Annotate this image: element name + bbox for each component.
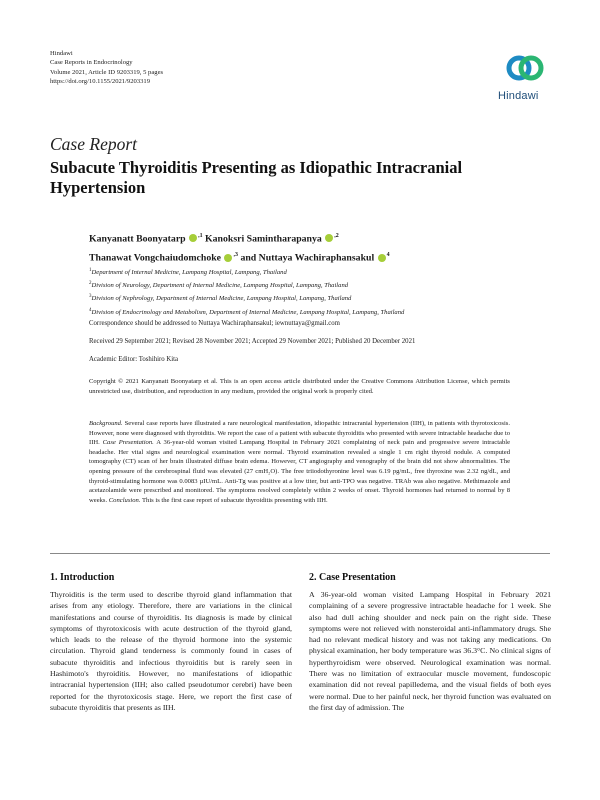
author-affiliation-sup: 4 [386, 252, 390, 259]
introduction-heading: 1. Introduction [50, 572, 115, 583]
affiliation-item: $^2$Division of Neurology, Department of Internal Medicine, Lampang Hospital, Lampang, Thailand [89, 281, 349, 290]
publisher-name: Hindawi [50, 50, 73, 57]
abstract-case-label: Case Presentation. [102, 439, 154, 447]
abstract-case-text: A 36-year-old woman visited Lampang Hospital in February 2021 complaining of neck pain and progressive severe intractable headache. Her vital signs and neurological examination were normal. Thyroid examination revealed a single 1 cm right thyroid nodule. A computed tomography (CT) scan of her brain illustrated diffuse brain edema. However, CT angiography and venography of the brain did not show abnormalities. The opening pressure of the cerebrospinal fluid was elevated (27 cmH₂O). The free triiodothyronine level was 6.19 pg/mL, free thyroxine was 2.32 ng/dL, and thyroid-stimulating hormone was 0.0083 µIU/mL. Anti-Tg was positive at a low titer, but anti-TPO was negative. TRAb was also negative. Methimazole and acetazolamide were prescribed and monitored. The symptoms resolved completely within 2 weeks of onset. Thyroid hormones had returned to normal by 8 weeks. [89, 439, 511, 504]
volume-info: Volume 2021, Article ID 9203319, 5 pages [50, 68, 164, 76]
orcid-icon[interactable] [189, 234, 197, 242]
author-affiliation-sup: 3 [234, 252, 238, 259]
journal-name: Case Reports in Endocrinology [50, 59, 133, 67]
abstract-background-label: Background. [89, 420, 123, 427]
author-list [89, 228, 549, 267]
orcid-icon[interactable] [224, 254, 232, 262]
author-affiliation-sup: 2 [335, 233, 339, 239]
abstract-conclusion-label: Conclusion. [108, 496, 141, 504]
abstract-conclusion-text: This is the first case report of subacute thyroiditis presenting with IIH. [140, 496, 328, 504]
author-name[interactable]: and Nuttaya Wachiraphansakul [240, 252, 375, 264]
orcid-icon[interactable] [378, 254, 386, 262]
hindawi-logo-text: Hindawi [498, 90, 539, 102]
doi-link[interactable]: https://doi.org/10.1155/2021/9203319 [50, 78, 151, 86]
author-line-2: Thanawat Vongchaiudomchoke $^{,3}$ and Nuttaya Wachiraphansakul $^4$ [89, 252, 390, 264]
affiliations [89, 265, 559, 318]
case-presentation-text: A 36-year-old woman visited Lampang Hospital in February 2021 complaining of a severe progressive intractable headache for 1 week. She also had dull aching shoulder and neck pain on the right side. These symptoms were not relieved with nonsteroidal anti-inflammatory drugs. She had no relevant medical history and was not taking any medications. On physical examination, her body temperature was 36.3°C. No clinical signs of hyperthyroidism were observed. Neurological examination was normal. There was no limitation of extraocular muscle movement, fundoscopic examination did not reveal papilledema, and the visual fields of both eyes were normal. Due to her painful neck, her thyroid function was evaluated on the first day of admission. The [309, 590, 551, 712]
affiliation-item: $^4$Division of Endocrinology and Metabolism, Department of Internal Medicine, Lampang Hospital, Lampang, Thailand [89, 307, 405, 316]
case-presentation-heading: 2. Case Presentation [309, 572, 396, 583]
article-type: Case Report [50, 134, 138, 154]
academic-editor: Academic Editor: Toshihiro Kita [89, 356, 179, 363]
introduction-text: Thyroiditis is the term used to describe thyroid gland inflammation that arises from any etiology. Therefore, there are variations in the clinical manifestations and course of thyroiditis. Its diagnosis is made by clinical symptoms of thyrotoxicosis with acute destruction of the thyroid gland, which leads to the release of the thyroid hormone into the systemic circulation. Thyroid gland tenderness is commonly found in cases of subacute thyroiditis and infectious thyroiditis but is rarely seen in Hashimoto's thyroiditis. However, no manifestations of idiopathic intracranial hypertension (IIH; also called pseudotumor cerebri) have been reported for the thyrotoxicosis stage. Here, we report the first case of subacute thyroiditis that presents as IIH. [50, 590, 292, 712]
author-name[interactable]: Thanawat Vongchaiudomchoke [89, 252, 222, 264]
section-divider [50, 553, 550, 554]
affiliation-item: $^1$Department of Internal Medicine, Lampang Hospital, Lampang, Thailand [89, 268, 287, 277]
publication-dates: Received 29 September 2021; Revised 28 November 2021; Accepted 29 November 2021; Published 20 December 2021 [89, 338, 416, 345]
correspondence: Correspondence should be addressed to Nuttaya Wachiraphansakul; iewnuttaya@gmail.com [89, 320, 340, 327]
journal-header [50, 49, 163, 87]
author-affiliation-sup: 1 [199, 233, 203, 239]
abstract-background-text: Several case reports have illustrated a rare neurological manifestation, idiopathic intracranial hypertension (IIH), in patients with thyrotoxicosis. However, none were diagnosed with thyroiditis. We report the case of a patient with subacute thyroiditis who presented with severe intractable headache due to IIH. [89, 420, 510, 447]
author-line-1: Kanyanatt Boonyatarp $^{,1}$ Kanoksri Samintharapanya $^{,2}$ [89, 233, 339, 245]
author-name[interactable]: Kanoksri Samintharapanya [205, 233, 322, 245]
affiliation-item: $^3$Division of Nephrology, Department of Internal Medicine, Lampang Hospital, Lampang, Thailand [89, 294, 352, 303]
orcid-icon[interactable] [325, 234, 333, 242]
article-title: Subacute Thyroiditis Presenting as Idiopathic Intracranial Hypertension [50, 158, 463, 197]
author-name[interactable]: Kanyanatt Boonyatarp [89, 233, 186, 245]
abstract [89, 419, 510, 505]
copyright-notice: Copyright © 2021 Kanyanatt Boonyatarp et al. This is an open access article distributed under the Creative Commons Attribution License, which permits unrestricted use, distribution, and reproduction in any medium, provided the original work is properly cited. [89, 378, 510, 395]
